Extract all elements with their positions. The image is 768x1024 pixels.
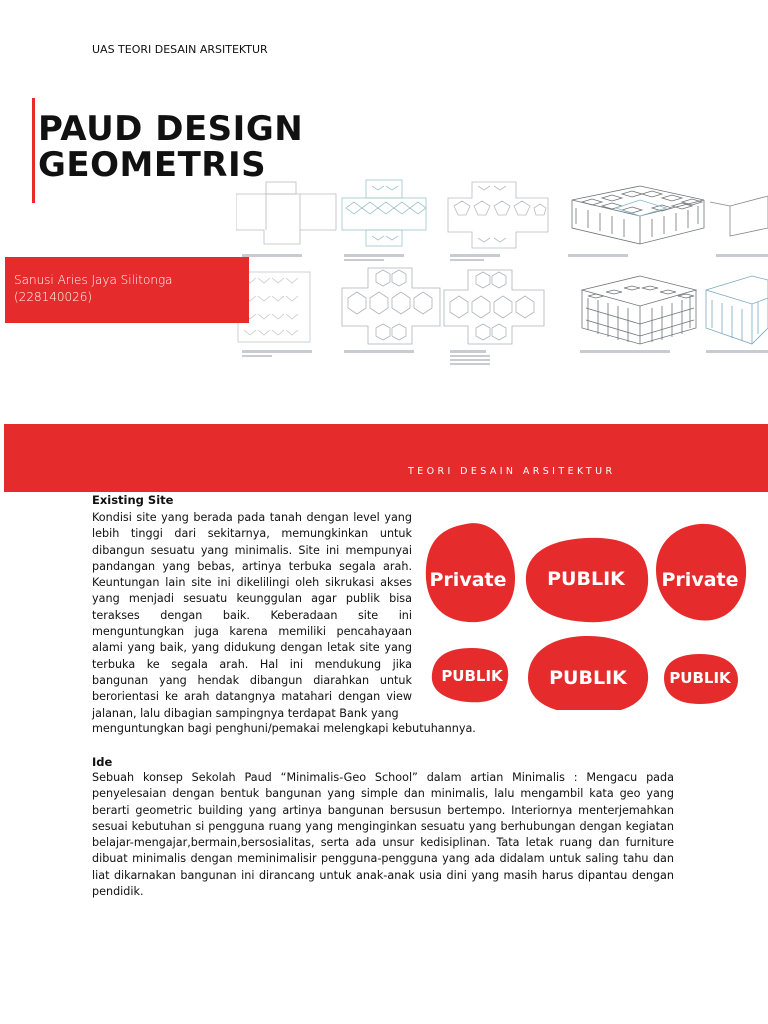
- sketch-3d-box-blue: [706, 276, 768, 344]
- ide-paragraph: Sebuah konsep Sekolah Paud “Minimalis-Geo School” dalam artian Minimalis : Mengacu pada penyelesaian dengan bentuk bangunan yang simple dan minimalis, lalu mengambil kata geo yang berarti geometric building yang artinya bangunan bersusun bertempo. Interiornya menterjemahkan sesuai kebutuhan si pengguna ruang yang menginginkan sesuatu yang berhubungan dengan kegiatan belajar-mengajar,bermain,bersosialitas, serta ada unsur kedisiplinan. Tata letak ruang dan furniture dibuat minimalis dengan meminimalisir pengguna-pengguna yang ada didalam untuk saling tahu dan liat dikarnakan bangunan ini dirancang untuk anak-anak usia dini yang masih harus dipantau dengan pendidik.: [92, 771, 674, 899]
- zone-label-publik-top: PUBLIK: [547, 568, 625, 590]
- sketch-3d-box-mass: [582, 276, 696, 344]
- sketch-3d-box-edge: [710, 196, 768, 236]
- title-line-1: PAUD DESIGN: [38, 109, 304, 149]
- course-label: UAS TEORI DESAIN ARSITEKTUR: [92, 43, 268, 56]
- ide-heading: Ide: [92, 755, 113, 769]
- zone-label-publik-left: PUBLIK: [441, 667, 503, 685]
- author-info: [14, 272, 173, 306]
- author-name: Sanusi Aries Jaya Silitonga: [14, 273, 173, 287]
- sketch-cross-plan: [236, 182, 336, 244]
- zone-label-publik-center: PUBLIK: [549, 667, 627, 689]
- author-id: (228140026): [14, 290, 93, 304]
- sketch-cross-hex-2: [444, 270, 544, 344]
- geometric-sketch-diagrams: [236, 178, 768, 378]
- title-accent-bar: [32, 98, 35, 203]
- existing-site-heading: Existing Site: [92, 493, 174, 507]
- existing-site-paragraph: Kondisi site yang berada pada tanah dengan level yang lebih tinggi dari sekitarnya, memungkinkan untuk dibangun sesuatu yang minimalis. Site ini mempunyai pandangan yang bebas, artinya terbuka segala arah. Keuntungan lain site ini dikelilingi oleh sikrukasi akses yang menjadi sesuatu keunggulan agar publik bisa terakses dengan baik. Keberadaan site ini menguntungkan juga karena memiliki pencahayaan alami yang baik, yang didukung dengan letak site yang terbuka ke segala arah. Hal ini mendukung jika bangunan yang hendak dibangun diarahkan untuk berorientasi ke arah datangnya matahari dengan view jalanan, lalu dibagian sampingnya terdapat Bank yang: [92, 511, 412, 720]
- zoning-diagram: [418, 510, 768, 710]
- existing-site-last-line: menguntungkan bagi penghuni/pemakai melengkapi kebutuhannya.: [92, 722, 476, 735]
- sketch-cross-cells: [448, 182, 548, 248]
- sketch-cross-hex: [342, 268, 440, 344]
- sketch-cross-pattern: [342, 180, 426, 246]
- page-title: [38, 111, 303, 183]
- zone-label-private-left: Private: [429, 569, 507, 591]
- zone-label-publik-right: PUBLIK: [669, 669, 731, 687]
- title-line-2: GEOMETRIS: [38, 145, 267, 185]
- zone-label-private-right: Private: [661, 569, 739, 591]
- section-banner: [4, 424, 768, 492]
- banner-text: TEORI DESAIN ARSITEKTUR: [408, 466, 616, 477]
